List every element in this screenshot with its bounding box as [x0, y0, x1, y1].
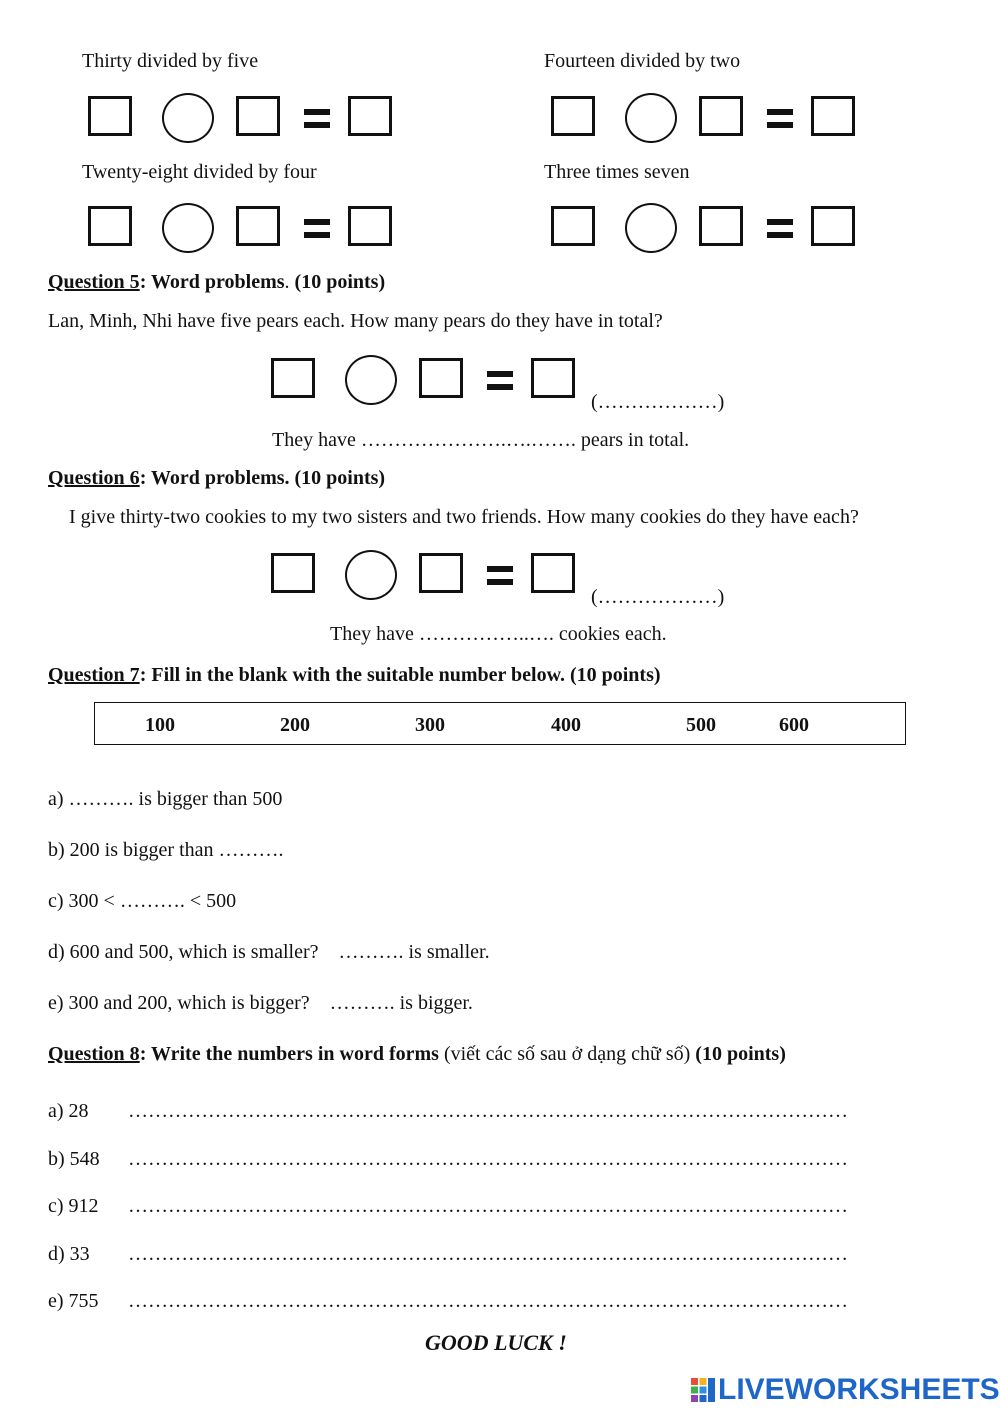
q6-heading [48, 466, 385, 490]
equals-sign [767, 109, 793, 129]
q5-unit-blank[interactable]: (………………) [591, 391, 725, 413]
result-box[interactable] [531, 553, 575, 593]
q6-problem: I give thirty-two cookies to my two sisters and two friends. How many cookies do they have each? [69, 506, 859, 528]
q5-number: Question 5 [48, 271, 140, 293]
operator-circle[interactable] [345, 550, 397, 600]
q5-expression [271, 355, 571, 407]
operator-circle[interactable] [625, 203, 677, 253]
equals-sign [487, 371, 513, 391]
number-option: 600 [779, 714, 809, 736]
q4-expression-4 [551, 203, 851, 255]
q8-answer-b[interactable]: ……………………………………………………………………………………………… [128, 1148, 848, 1170]
number-option: 200 [280, 714, 310, 736]
result-box[interactable] [348, 206, 392, 246]
q5-title-dot: . [284, 271, 290, 293]
number-option: 300 [415, 714, 445, 736]
q4-label-2: Fourteen divided by two [544, 50, 741, 72]
operand-box[interactable] [699, 96, 743, 136]
q8-label-b: b) 548 [48, 1148, 100, 1170]
q7-number: Question 7 [48, 664, 140, 686]
q6-expression [271, 550, 571, 602]
q7-title: : Fill in the blank with the suitable number below. (10 points) [139, 664, 661, 686]
q8-answer-d[interactable]: ……………………………………………………………………………………………… [128, 1243, 848, 1265]
q5-points: (10 points) [289, 271, 386, 293]
q5-answer-line[interactable]: They have ………………….….……. pears in total. [272, 429, 690, 451]
operand-box[interactable] [551, 206, 595, 246]
operand-box[interactable] [88, 96, 132, 136]
q4-expression-2 [551, 93, 851, 145]
q7-item-a[interactable]: a) ………. is bigger than 500 [48, 788, 283, 810]
q6-title: : Word problems. (10 points) [139, 467, 386, 489]
q7-item-c[interactable]: c) 300 < ………. < 500 [48, 890, 237, 912]
equals-sign [304, 219, 330, 239]
q4-label-1: Thirty divided by five [82, 50, 259, 72]
q8-title: : Write the numbers in word forms [139, 1043, 439, 1065]
result-box[interactable] [348, 96, 392, 136]
q6-answer-line[interactable]: They have ……………..…. cookies each. [330, 623, 667, 645]
brand-name: LIVEWORKSHEETS [718, 1373, 1000, 1406]
q4-expression-3 [88, 203, 388, 255]
q8-label-c: c) 912 [48, 1195, 99, 1217]
number-bank [94, 702, 906, 745]
q8-points: (10 points) [695, 1043, 786, 1065]
equals-sign [304, 109, 330, 129]
q7-item-d[interactable]: d) 600 and 500, which is smaller? ………. is smaller. [48, 941, 490, 963]
q5-heading [48, 270, 385, 294]
equals-sign [487, 566, 513, 586]
result-box[interactable] [531, 358, 575, 398]
operand-box[interactable] [551, 96, 595, 136]
q8-heading [48, 1042, 786, 1066]
q8-number: Question 8 [48, 1043, 140, 1065]
liveworksheets-logo [690, 1374, 1000, 1406]
operand-box[interactable] [419, 358, 463, 398]
q8-answer-e[interactable]: ……………………………………………………………………………………………… [128, 1290, 848, 1312]
operator-circle[interactable] [162, 203, 214, 253]
q7-item-e[interactable]: e) 300 and 200, which is bigger? ………. is bigger. [48, 992, 473, 1014]
q5-title: : Word problems [139, 271, 285, 293]
liveworksheets-icon [690, 1377, 716, 1403]
operand-box[interactable] [236, 206, 280, 246]
number-option: 100 [145, 714, 175, 736]
operand-box[interactable] [419, 553, 463, 593]
operand-box[interactable] [699, 206, 743, 246]
q4-expression-1 [88, 93, 388, 145]
q6-unit-blank[interactable]: (………………) [591, 586, 725, 608]
q5-problem: Lan, Minh, Nhi have five pears each. How many pears do they have in total? [48, 310, 663, 332]
good-luck: GOOD LUCK ! [425, 1330, 567, 1355]
result-box[interactable] [811, 96, 855, 136]
operand-box[interactable] [271, 358, 315, 398]
q4-label-4: Three times seven [544, 161, 690, 183]
q8-answer-a[interactable]: ……………………………………………………………………………………………… [128, 1100, 848, 1122]
equals-sign [767, 219, 793, 239]
operand-box[interactable] [236, 96, 280, 136]
q8-label-e: e) 755 [48, 1290, 99, 1312]
number-option: 500 [686, 714, 716, 736]
q8-title-note: (viết các số sau ở dạng chữ số) [438, 1043, 696, 1065]
q6-number: Question 6 [48, 467, 140, 489]
operator-circle[interactable] [345, 355, 397, 405]
q7-item-b[interactable]: b) 200 is bigger than ………. [48, 839, 284, 861]
q8-label-d: d) 33 [48, 1243, 90, 1265]
q8-answer-c[interactable]: ……………………………………………………………………………………………… [128, 1195, 848, 1217]
operator-circle[interactable] [162, 93, 214, 143]
q4-label-3: Twenty-eight divided by four [82, 161, 317, 183]
number-option: 400 [551, 714, 581, 736]
result-box[interactable] [811, 206, 855, 246]
q8-label-a: a) 28 [48, 1100, 89, 1122]
q7-heading [48, 663, 661, 687]
operand-box[interactable] [271, 553, 315, 593]
operator-circle[interactable] [625, 93, 677, 143]
operand-box[interactable] [88, 206, 132, 246]
